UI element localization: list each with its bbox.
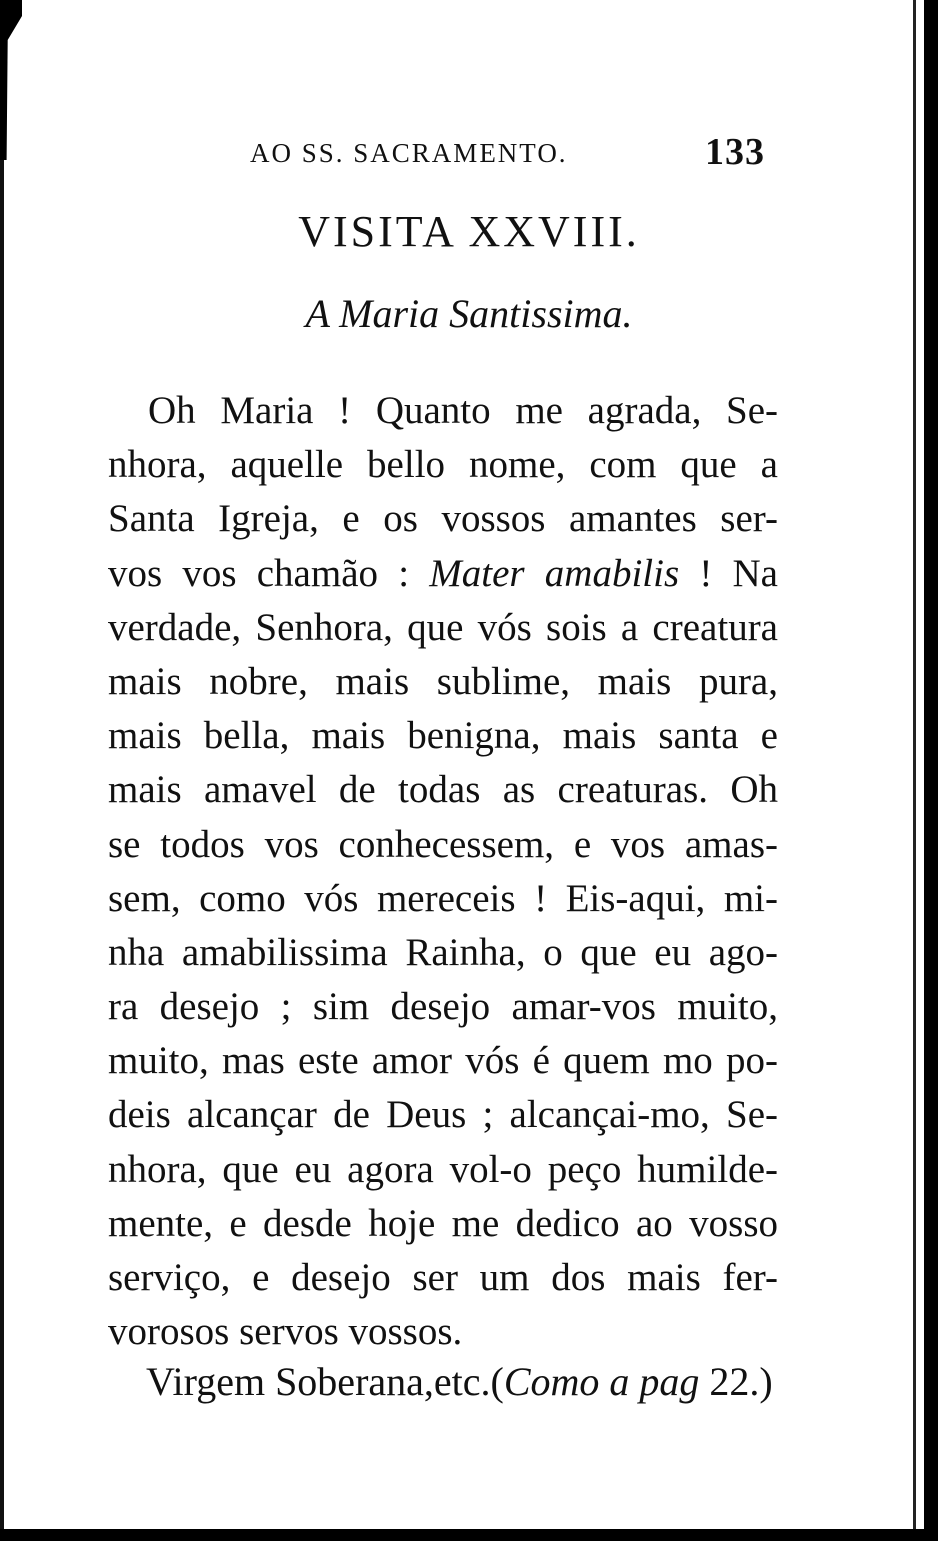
italic-phrase: Mater amabilis <box>429 551 680 595</box>
page-number: 133 <box>705 131 765 173</box>
text-line <box>108 547 778 601</box>
text-line: serviço, e desejo ser um dos mais fer- <box>108 1256 778 1299</box>
text-line: vorosos servos vossos. <box>108 1310 463 1354</box>
text-line: muito, mas este amor vós é quem mo po- <box>108 1039 778 1083</box>
text-line: sem, como vós mereceis ! Eis-aqui, mi- <box>108 876 778 920</box>
chapter-title: VISITA XXVIII. <box>298 207 640 256</box>
text-line: nhora, que eu agora vol-o peço humilde- <box>108 1147 778 1191</box>
closing-page-ref: 22 <box>709 1359 750 1404</box>
running-title: AO SS. SACRAMENTO. <box>250 138 568 168</box>
text-line: verdade, Senhora, que vós sois a creatura <box>108 605 778 649</box>
chapter-subtitle: A Maria Santissima. <box>305 291 633 336</box>
text-line: mais amavel de todas as creaturas. Oh <box>108 768 778 812</box>
text-line: nha amabilissima Rainha, o que eu ago- <box>108 930 778 974</box>
text-line: mente, e desde hoje me dedico ao vosso <box>108 1201 778 1245</box>
text-line: Oh Maria ! Quanto me agrada, Se- <box>148 389 778 432</box>
text-line: mais nobre, mais sublime, mais pura, <box>108 659 778 703</box>
running-head <box>250 130 765 173</box>
text-line: Santa Igreja, e os vossos amantes ser- <box>108 497 778 541</box>
body-paragraph <box>108 384 778 1359</box>
closing-end: .) <box>749 1359 773 1404</box>
closing-text: Virgem Soberana,etc.( <box>146 1359 504 1404</box>
text-line: ra desejo ; sim desejo amar-vos muito, <box>108 985 778 1029</box>
text-line: deis alcançar de Deus ; alcançai-mo, Se- <box>108 1093 778 1137</box>
closing-line <box>146 1358 786 1405</box>
text-segment: ! Na <box>699 551 778 595</box>
text-line: nhora, aquelle bello nome, com que a <box>108 443 778 487</box>
closing-italic: Como a pag <box>503 1359 700 1404</box>
text-line: se todos vos conhecessem, e vos amas- <box>108 822 778 866</box>
text-segment: vos vos chamão : <box>108 551 410 595</box>
scan-edge-bottom <box>0 1529 938 1541</box>
text-line: mais bella, mais benigna, mais santa e <box>108 714 778 758</box>
scan-edge-mark <box>0 0 22 160</box>
scan-edge-left <box>0 160 4 1541</box>
